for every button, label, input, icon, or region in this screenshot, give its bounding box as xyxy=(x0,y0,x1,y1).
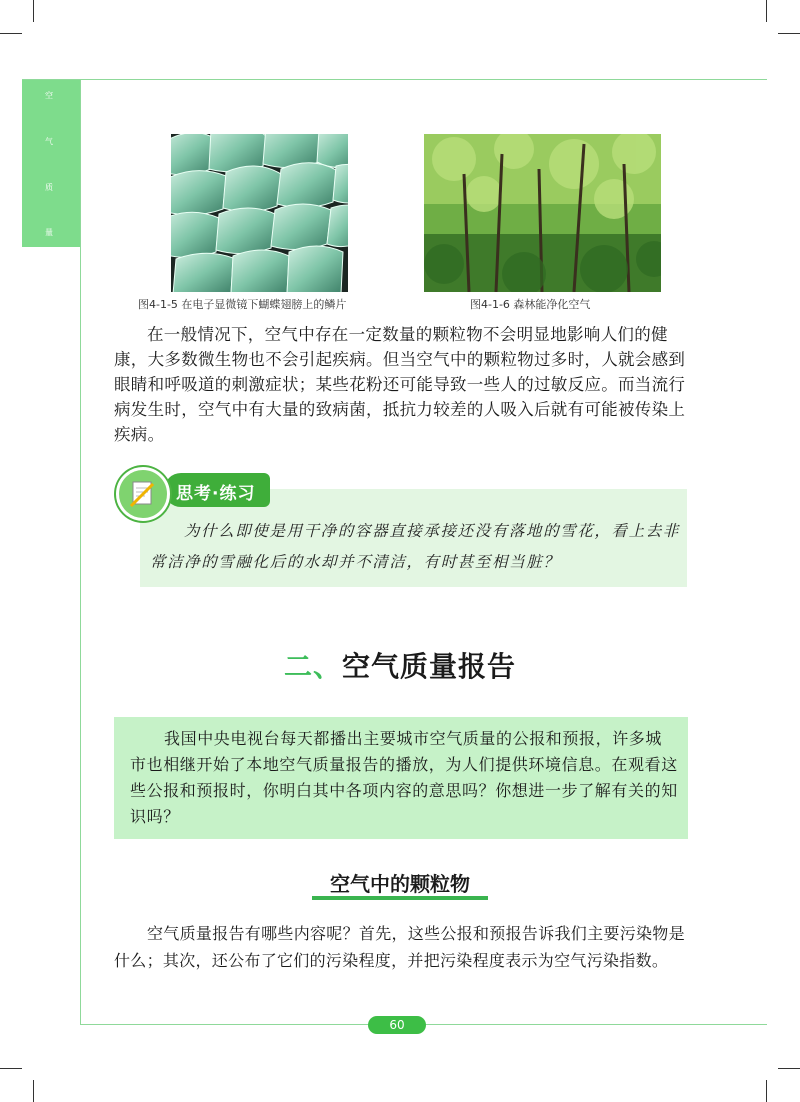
sidebar-char: 质 xyxy=(45,183,53,192)
notebook-pencil-icon xyxy=(116,467,170,521)
crop-mark xyxy=(33,1080,34,1102)
section-title: 空气质量报告 xyxy=(342,650,517,683)
sidebar-char: 空 xyxy=(45,91,53,100)
forest-image xyxy=(424,134,661,292)
frame-top-line xyxy=(22,79,767,80)
crop-mark xyxy=(0,1068,22,1069)
crop-mark xyxy=(778,33,800,34)
forest-photo xyxy=(424,134,661,292)
sidebar-char: 量 xyxy=(45,228,53,237)
crop-mark xyxy=(766,0,767,22)
butterfly-scales-photo xyxy=(171,134,348,292)
subsection-underline xyxy=(312,896,488,900)
think-practice-question: 为什么即使是用干净的容器直接承接还没有落地的雪花，看上去非常洁净的雪融化后的水却并不清洁，有时甚至相当脏？ xyxy=(150,522,680,571)
butterfly-scales-image xyxy=(171,134,348,292)
body-paragraph: 在一般情况下，空气中存在一定数量的颗粒物不会明显地影响人们的健康，大多数微生物也不会引起疾病。但当空气中的颗粒物过多时，人就会感到眼睛和呼吸道的刺激症状；某些花粉还可能导致一些人的过敏反应。而当流行病发生时，空气中有大量的致病菌，抵抗力较差的人吸入后就有可能被传染上疾病。 xyxy=(114,325,686,444)
crop-mark xyxy=(778,1068,800,1069)
figure-caption: 图4-1-5 在电子显微镜下蝴蝶翅膀上的鳞片 xyxy=(138,298,347,311)
page-number: 60 xyxy=(368,1016,426,1034)
sidebar-char: 气 xyxy=(45,137,53,146)
chapter-sidebar-tab xyxy=(22,80,80,247)
subsection-heading: 空气中的颗粒物 xyxy=(330,872,470,896)
figure-caption: 图4-1-6 森林能净化空气 xyxy=(470,298,591,311)
crop-mark xyxy=(766,1080,767,1102)
crop-mark xyxy=(0,33,22,34)
think-practice-label: 思考·练习 xyxy=(176,484,256,504)
section-heading xyxy=(0,645,800,685)
intro-paragraph: 我国中央电视台每天都播出主要城市空气质量的公报和预报，许多城市也相继开始了本地空气质量报告的播放，为人们提供环境信息。在观看这些公报和预报时，你明白其中各项内容的意思吗？你想进一步了解有关的知识吗？ xyxy=(130,729,678,826)
body-paragraph: 空气质量报告有哪些内容呢？首先，这些公报和预报告诉我们主要污染物是什么；其次，还公布了它们的污染程度，并把污染程度表示为空气污染指数。 xyxy=(114,924,685,970)
section-number: 二、 xyxy=(283,650,342,683)
crop-mark xyxy=(33,0,34,22)
